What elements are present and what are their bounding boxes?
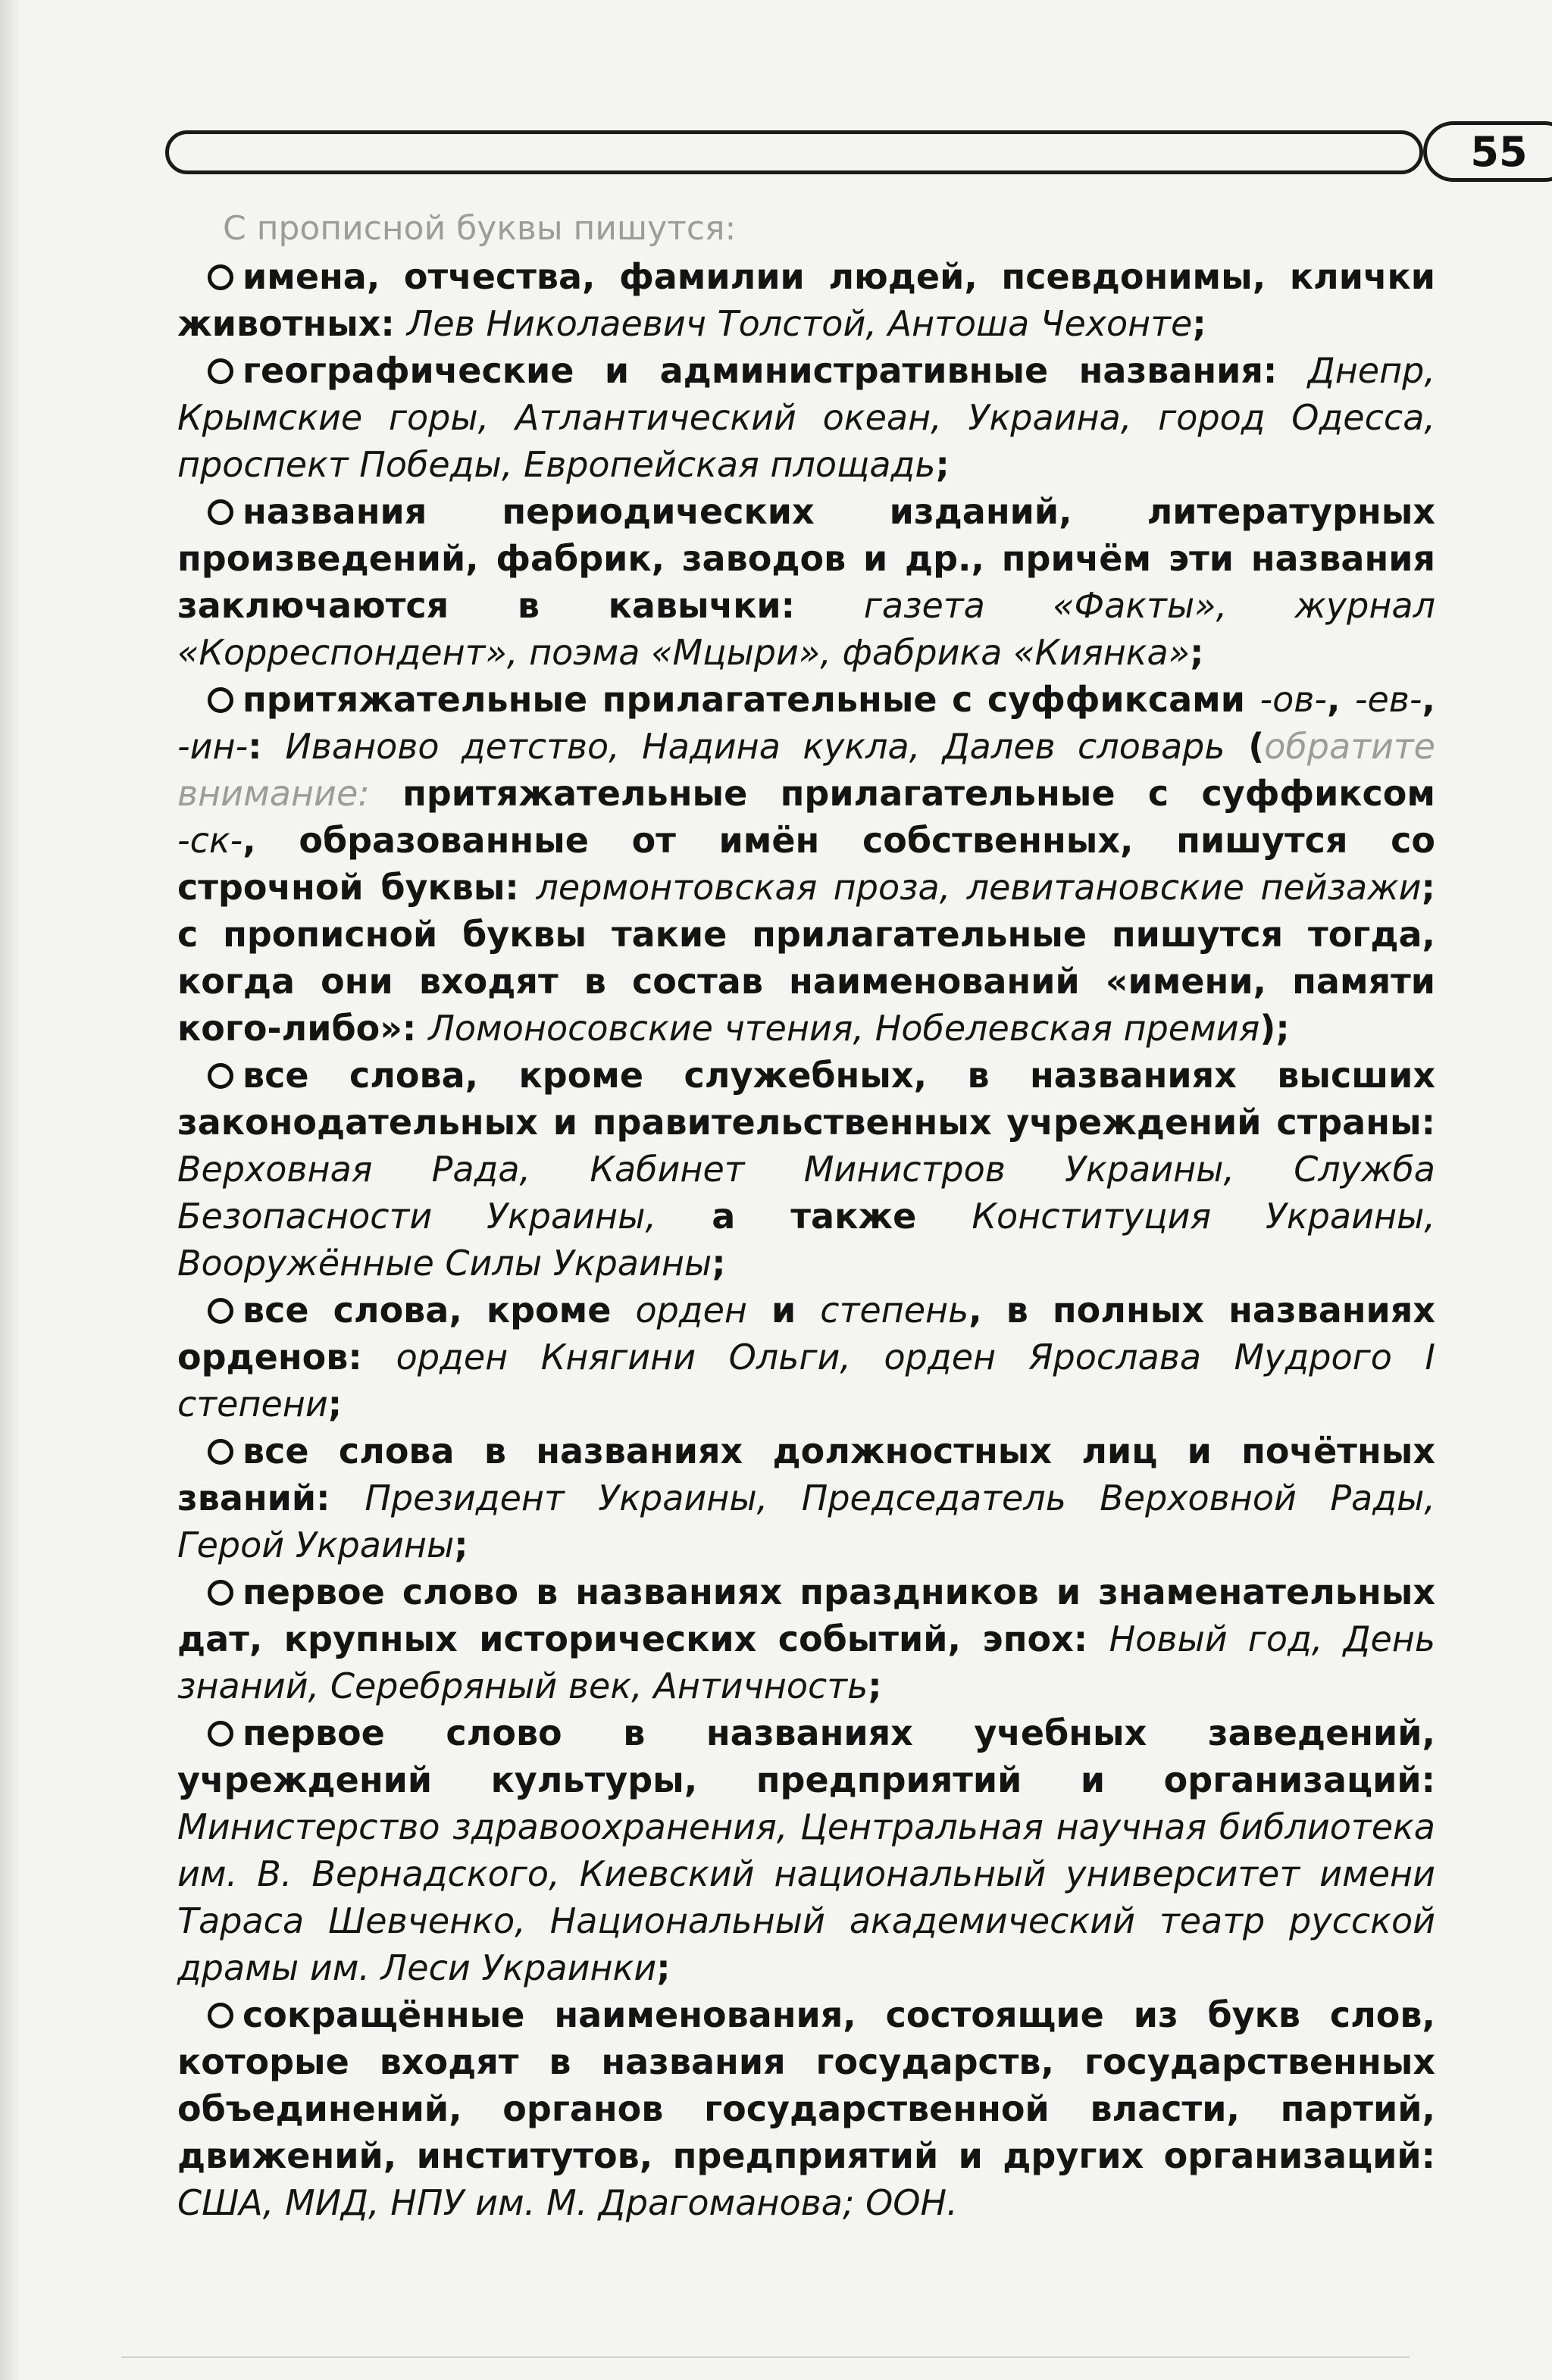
rule-text: первое слово в названиях учебных заведений, учреждений культуры, предприятий и организаций: (177, 1712, 1435, 1800)
example-text: Президент Украины, Председатель Верховной Рады, Герой Украины (177, 1478, 1435, 1565)
rule-item (177, 1428, 1435, 1568)
rule-text: имена, отчества, фамилии людей, псевдонимы, клички животных: (177, 256, 1435, 344)
rule-item (177, 488, 1435, 676)
rule-text: все слова, кроме (242, 1290, 636, 1331)
rule-text: ; (454, 1525, 468, 1565)
example-text: Лев Николаевич Толстой, Антоша Чехонте (406, 303, 1193, 344)
rule-text: ( (1225, 726, 1265, 767)
section-title: С прописной буквы пишутся: (223, 209, 737, 248)
example-text: лермонтовская проза, левитановские пейзажи (536, 867, 1422, 908)
scan-edge-shade (0, 0, 21, 2380)
example-text: -ск- (177, 820, 243, 861)
rule-text: первое слово в названиях праздников и знаменательных дат, крупных исторических событий, эпох: (177, 1572, 1435, 1659)
rule-item (177, 1991, 1435, 2226)
example-text: Ломоносовские чтения, Нобелевская премия (428, 1008, 1260, 1049)
rule-text: а также (656, 1196, 972, 1237)
rule-text: ; (327, 1384, 343, 1425)
rule-text: ); (1259, 1008, 1290, 1049)
rule-item (177, 1709, 1435, 1991)
rule-text: : (248, 726, 286, 767)
circle-bullet-icon (208, 1721, 233, 1747)
rule-list (177, 253, 1435, 2226)
circle-bullet-icon (208, 1439, 233, 1465)
rule-text: , в полных названиях орденов: (177, 1290, 1435, 1378)
rule-item (177, 1568, 1435, 1709)
rule-text: все слова в названиях должностных лиц и почётных званий: (177, 1431, 1435, 1518)
rule-text: притяжательные прилагательные с суффиксом (369, 773, 1435, 814)
example-text: -ев- (1354, 679, 1422, 720)
circle-bullet-icon (208, 358, 233, 384)
rule-item (177, 1287, 1435, 1428)
circle-bullet-icon (208, 687, 233, 713)
note-label: обратите внимание: (177, 726, 1435, 814)
example-text: орден Княгини Ольги, орден Ярослава Мудрого I степени (177, 1337, 1435, 1425)
rule-text: географические и административные названия: (242, 350, 1308, 391)
example-text: орден (635, 1290, 747, 1331)
rule-text: , образованные от имён собственных, пишутся со строчной буквы: (177, 820, 1435, 908)
circle-bullet-icon (208, 1580, 233, 1606)
example-text: Иваново детство, Надина кукла, Далев словарь (285, 726, 1225, 767)
circle-bullet-icon (208, 1298, 233, 1324)
example-text: Новый год, День знаний, Серебряный век, Античность (177, 1618, 1435, 1706)
rule-text: сокращённые наименования, состоящие из букв слов, которые входят в названия государств, государственных объединений, органов государственной власти, партий, движений, институтов, предприятий и других организаций: (177, 1994, 1435, 2176)
example-text: газета «Факты», журнал «Корреспондент», поэма «Мцыри», фабрика «Киянка» (177, 585, 1435, 673)
example-text: США, МИД, НПУ им. М. Драгоманова; ООН. (177, 2182, 958, 2223)
example-text: -ин- (177, 726, 249, 767)
rule-text: ; (712, 1243, 726, 1284)
rule-item (177, 1052, 1435, 1287)
circle-bullet-icon (208, 499, 233, 525)
rule-text: и (746, 1290, 821, 1331)
rule-text: ; (935, 444, 950, 485)
example-text: Министерство здравоохранения, Центральная научная библиотека им. В. Вернадского, Киевский национальный университет имени Тараса Шевченко, Национальный академический театр русской драмы им. Леси Украинки (177, 1806, 1435, 1988)
rule-text: ; (656, 1947, 671, 1988)
rule-text: ; с прописной буквы такие прилагательные пишутся тогда, когда они входят в состав наименований «имени, памяти кого-либо»: (177, 867, 1435, 1049)
rule-item (177, 676, 1435, 1052)
example-text: Конституция Украины, Вооружённые Силы Украины (177, 1196, 1435, 1284)
rule-text: ; (1190, 632, 1204, 673)
rule-text: ; (868, 1665, 882, 1706)
example-text: -ов- (1259, 679, 1327, 720)
page-header (165, 121, 1552, 189)
rule-item (177, 347, 1435, 488)
example-text: степень (820, 1290, 969, 1331)
example-text: Верховная Рада, Кабинет Министров Украины, Служба Безопасности Украины, (177, 1149, 1435, 1237)
rule-item (177, 253, 1435, 347)
rule-text: , (1326, 679, 1355, 720)
page-body (177, 205, 1435, 2226)
header-rule (165, 130, 1423, 174)
example-text: Днепр, Крымские горы, Атлантический океан, Украина, город Одесса, проспект Победы, Европейская площадь (177, 350, 1435, 485)
rule-text: все слова, кроме служебных, в названиях высших законодательных и правительственных учреждений страны: (177, 1055, 1435, 1143)
page-number: 55 (1423, 121, 1552, 182)
rule-text: , (1422, 679, 1435, 720)
rule-text: ; (1192, 303, 1206, 344)
circle-bullet-icon (208, 264, 233, 290)
scan-bottom-line (121, 2357, 1410, 2358)
circle-bullet-icon (208, 2003, 233, 2028)
circle-bullet-icon (208, 1063, 233, 1089)
rule-text: названия периодических изданий, литературных произведений, фабрик, заводов и др., причём эти названия заключаются в кавычки: (177, 491, 1435, 626)
rule-text: притяжательные прилагательные с суффиксами (242, 679, 1260, 720)
